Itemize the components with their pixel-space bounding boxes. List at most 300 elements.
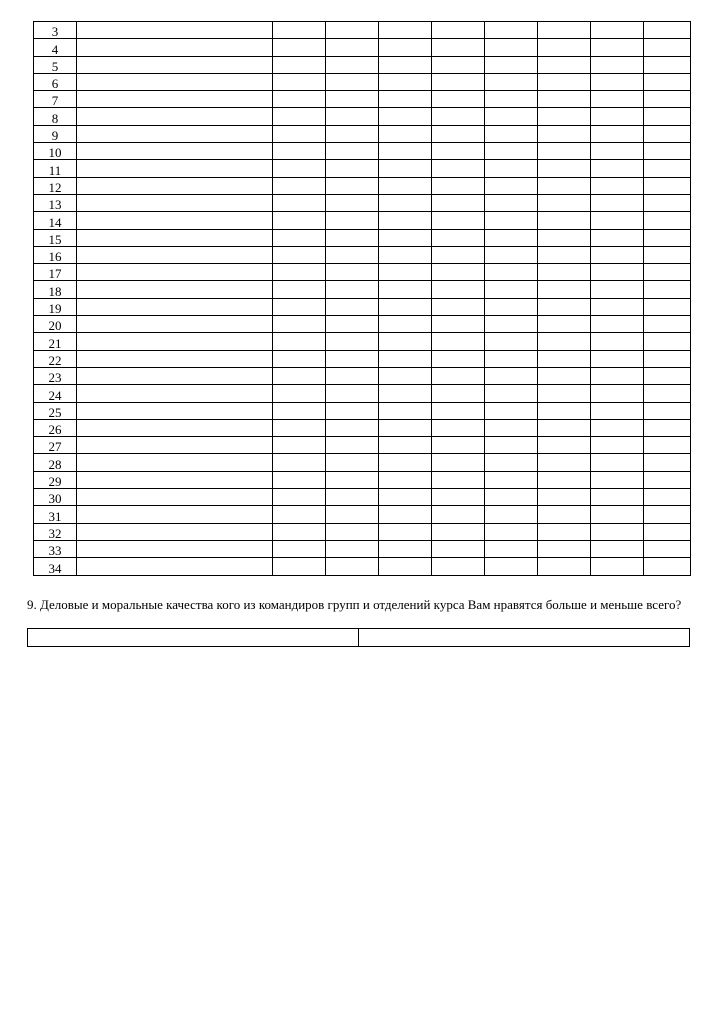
rating-cell[interactable] [326, 212, 379, 229]
rating-cell[interactable] [326, 471, 379, 488]
name-cell[interactable] [77, 229, 273, 246]
rating-cell[interactable] [432, 246, 485, 263]
rating-cell[interactable] [644, 402, 691, 419]
rating-cell[interactable] [432, 177, 485, 194]
rating-cell[interactable] [591, 160, 644, 177]
table-row [34, 506, 691, 523]
rating-cell[interactable] [273, 333, 326, 350]
rating-cell[interactable] [273, 160, 326, 177]
name-cell[interactable] [77, 246, 273, 263]
name-cell[interactable] [77, 333, 273, 350]
rating-cell[interactable] [379, 22, 432, 39]
rating-cell[interactable] [644, 540, 691, 557]
rating-cell[interactable] [644, 108, 691, 125]
rating-cell[interactable] [485, 160, 538, 177]
rating-cell[interactable] [485, 177, 538, 194]
name-cell[interactable] [77, 22, 273, 39]
rating-cell[interactable] [538, 125, 591, 142]
rating-cell[interactable] [273, 246, 326, 263]
rating-cell[interactable] [591, 558, 644, 575]
rating-cell[interactable] [485, 402, 538, 419]
rating-cell[interactable] [538, 471, 591, 488]
rating-cell[interactable] [379, 506, 432, 523]
rating-cell[interactable] [538, 160, 591, 177]
rating-cell[interactable] [273, 437, 326, 454]
rating-cell[interactable] [591, 489, 644, 506]
row-number: 14 [34, 212, 77, 229]
rating-cell[interactable] [538, 91, 591, 108]
rating-cell[interactable] [326, 229, 379, 246]
name-cell[interactable] [77, 558, 273, 575]
rating-cell[interactable] [326, 316, 379, 333]
rating-cell[interactable] [591, 333, 644, 350]
rating-cell[interactable] [326, 143, 379, 160]
rating-cell[interactable] [591, 367, 644, 384]
rating-cell[interactable] [644, 281, 691, 298]
rating-cell[interactable] [538, 264, 591, 281]
rating-cell[interactable] [644, 385, 691, 402]
rating-cell[interactable] [591, 454, 644, 471]
rating-cell[interactable] [538, 56, 591, 73]
rating-cell[interactable] [326, 73, 379, 90]
name-cell[interactable] [77, 385, 273, 402]
name-cell[interactable] [77, 540, 273, 557]
rating-cell[interactable] [485, 212, 538, 229]
rating-cell[interactable] [538, 229, 591, 246]
name-cell[interactable] [77, 177, 273, 194]
rating-cell[interactable] [485, 56, 538, 73]
name-cell[interactable] [77, 281, 273, 298]
rating-cell[interactable] [485, 281, 538, 298]
rating-cell[interactable] [379, 540, 432, 557]
name-cell[interactable] [77, 489, 273, 506]
rating-cell[interactable] [591, 402, 644, 419]
rating-cell[interactable] [485, 194, 538, 211]
rating-cell[interactable] [644, 246, 691, 263]
rating-cell[interactable] [379, 333, 432, 350]
rating-cell[interactable] [432, 489, 485, 506]
rating-cell[interactable] [432, 471, 485, 488]
rating-cell[interactable] [273, 471, 326, 488]
rating-cell[interactable] [326, 194, 379, 211]
name-cell[interactable] [77, 523, 273, 540]
rating-cell[interactable] [326, 56, 379, 73]
name-cell[interactable] [77, 350, 273, 367]
rating-cell[interactable] [591, 194, 644, 211]
rating-cell[interactable] [538, 246, 591, 263]
rating-cell[interactable] [591, 229, 644, 246]
rating-cell[interactable] [273, 194, 326, 211]
rating-cell[interactable] [538, 177, 591, 194]
rating-cell[interactable] [644, 56, 691, 73]
rating-cell[interactable] [485, 108, 538, 125]
rating-cell[interactable] [485, 489, 538, 506]
rating-cell[interactable] [379, 246, 432, 263]
rating-cell[interactable] [538, 39, 591, 56]
rating-cell[interactable] [485, 333, 538, 350]
rating-cell[interactable] [432, 56, 485, 73]
rating-cell[interactable] [485, 350, 538, 367]
rating-cell[interactable] [538, 108, 591, 125]
name-cell[interactable] [77, 506, 273, 523]
rating-cell[interactable] [326, 523, 379, 540]
rating-cell[interactable] [326, 506, 379, 523]
rating-cell[interactable] [591, 471, 644, 488]
rating-cell[interactable] [432, 22, 485, 39]
rating-cell[interactable] [432, 402, 485, 419]
rating-cell[interactable] [379, 350, 432, 367]
rating-cell[interactable] [538, 22, 591, 39]
rating-cell[interactable] [379, 91, 432, 108]
rating-cell[interactable] [432, 143, 485, 160]
rating-cell[interactable] [644, 298, 691, 315]
name-cell[interactable] [77, 91, 273, 108]
rating-cell[interactable] [591, 298, 644, 315]
rating-cell[interactable] [644, 194, 691, 211]
rating-cell[interactable] [432, 264, 485, 281]
rating-cell[interactable] [538, 385, 591, 402]
rating-cell[interactable] [273, 506, 326, 523]
rating-cell[interactable] [432, 281, 485, 298]
rating-cell[interactable] [538, 454, 591, 471]
rating-cell[interactable] [326, 385, 379, 402]
rating-cell[interactable] [432, 298, 485, 315]
rating-cell[interactable] [432, 367, 485, 384]
rating-cell[interactable] [591, 385, 644, 402]
rating-cell[interactable] [644, 489, 691, 506]
rating-cell[interactable] [326, 125, 379, 142]
rating-cell[interactable] [379, 212, 432, 229]
name-cell[interactable] [77, 316, 273, 333]
rating-cell[interactable] [485, 298, 538, 315]
name-cell[interactable] [77, 264, 273, 281]
rating-cell[interactable] [591, 73, 644, 90]
rating-cell[interactable] [644, 264, 691, 281]
rating-cell[interactable] [591, 246, 644, 263]
rating-cell[interactable] [379, 39, 432, 56]
rating-cell[interactable] [273, 540, 326, 557]
rating-cell[interactable] [538, 523, 591, 540]
rating-cell[interactable] [379, 160, 432, 177]
rating-cell[interactable] [432, 506, 485, 523]
rating-cell[interactable] [273, 91, 326, 108]
rating-cell[interactable] [591, 177, 644, 194]
rating-cell[interactable] [591, 56, 644, 73]
rating-cell[interactable] [379, 177, 432, 194]
rating-cell[interactable] [538, 350, 591, 367]
rating-cell[interactable] [432, 73, 485, 90]
rating-cell[interactable] [485, 367, 538, 384]
rating-cell[interactable] [485, 143, 538, 160]
rating-cell[interactable] [538, 367, 591, 384]
rating-cell[interactable] [326, 540, 379, 557]
rating-cell[interactable] [326, 108, 379, 125]
name-cell[interactable] [77, 194, 273, 211]
rating-cell[interactable] [326, 402, 379, 419]
rating-cell[interactable] [644, 558, 691, 575]
rating-cell[interactable] [379, 454, 432, 471]
rating-cell[interactable] [485, 454, 538, 471]
rating-cell[interactable] [432, 108, 485, 125]
rating-cell[interactable] [485, 229, 538, 246]
answer-cell-liked[interactable] [28, 629, 359, 647]
rating-cell[interactable] [273, 39, 326, 56]
rating-cell[interactable] [326, 39, 379, 56]
name-cell[interactable] [77, 73, 273, 90]
name-cell[interactable] [77, 471, 273, 488]
rating-cell[interactable] [379, 229, 432, 246]
rating-cell[interactable] [485, 540, 538, 557]
rating-cell[interactable] [379, 489, 432, 506]
rating-cell[interactable] [326, 91, 379, 108]
rating-cell[interactable] [644, 437, 691, 454]
rating-cell[interactable] [432, 316, 485, 333]
name-cell[interactable] [77, 212, 273, 229]
rating-cell[interactable] [326, 419, 379, 436]
rating-cell[interactable] [432, 125, 485, 142]
rating-cell[interactable] [273, 316, 326, 333]
rating-cell[interactable] [538, 333, 591, 350]
rating-cell[interactable] [538, 419, 591, 436]
rating-cell[interactable] [591, 143, 644, 160]
name-cell[interactable] [77, 108, 273, 125]
rating-cell[interactable] [538, 558, 591, 575]
rating-cell[interactable] [538, 316, 591, 333]
rating-cell[interactable] [379, 437, 432, 454]
rating-cell[interactable] [644, 471, 691, 488]
rating-cell[interactable] [379, 125, 432, 142]
rating-cell[interactable] [273, 298, 326, 315]
rating-cell[interactable] [485, 125, 538, 142]
rating-cell[interactable] [273, 143, 326, 160]
rating-cell[interactable] [273, 212, 326, 229]
rating-cell[interactable] [644, 316, 691, 333]
rating-cell[interactable] [379, 419, 432, 436]
rating-cell[interactable] [273, 177, 326, 194]
rating-cell[interactable] [432, 91, 485, 108]
rating-cell[interactable] [326, 160, 379, 177]
rating-cell[interactable] [273, 73, 326, 90]
rating-cell[interactable] [432, 229, 485, 246]
rating-cell[interactable] [379, 385, 432, 402]
rating-cell[interactable] [326, 246, 379, 263]
rating-cell[interactable] [379, 281, 432, 298]
rating-cell[interactable] [538, 437, 591, 454]
rating-cell[interactable] [591, 39, 644, 56]
rating-cell[interactable] [538, 540, 591, 557]
row-number: 31 [34, 506, 77, 523]
rating-cell[interactable] [326, 489, 379, 506]
rating-cell[interactable] [485, 264, 538, 281]
rating-cell[interactable] [326, 367, 379, 384]
rating-cell[interactable] [485, 506, 538, 523]
rating-cell[interactable] [485, 73, 538, 90]
rating-cell[interactable] [485, 558, 538, 575]
rating-cell[interactable] [591, 419, 644, 436]
rating-cell[interactable] [273, 367, 326, 384]
rating-cell[interactable] [432, 558, 485, 575]
rating-cell[interactable] [432, 454, 485, 471]
rating-cell[interactable] [432, 385, 485, 402]
rating-cell[interactable] [379, 402, 432, 419]
rating-cell[interactable] [485, 91, 538, 108]
rating-cell[interactable] [432, 333, 485, 350]
name-cell[interactable] [77, 419, 273, 436]
rating-cell[interactable] [379, 367, 432, 384]
rating-cell[interactable] [591, 281, 644, 298]
rating-cell[interactable] [379, 194, 432, 211]
rating-cell[interactable] [644, 419, 691, 436]
rating-cell[interactable] [326, 437, 379, 454]
rating-cell[interactable] [485, 246, 538, 263]
rating-cell[interactable] [379, 298, 432, 315]
name-cell[interactable] [77, 39, 273, 56]
rating-cell[interactable] [432, 437, 485, 454]
rating-cell[interactable] [644, 523, 691, 540]
rating-cell[interactable] [379, 558, 432, 575]
rating-cell[interactable] [432, 212, 485, 229]
rating-cell[interactable] [326, 558, 379, 575]
rating-cell[interactable] [379, 264, 432, 281]
table-row [34, 367, 691, 384]
rating-cell[interactable] [379, 316, 432, 333]
name-cell[interactable] [77, 437, 273, 454]
rating-cell[interactable] [591, 264, 644, 281]
rating-cell[interactable] [379, 73, 432, 90]
name-cell[interactable] [77, 367, 273, 384]
rating-cell[interactable] [273, 402, 326, 419]
rating-cell[interactable] [538, 143, 591, 160]
rating-cell[interactable] [644, 160, 691, 177]
rating-cell[interactable] [644, 506, 691, 523]
rating-cell[interactable] [591, 91, 644, 108]
rating-cell[interactable] [379, 108, 432, 125]
rating-cell[interactable] [538, 281, 591, 298]
rating-cell[interactable] [273, 489, 326, 506]
name-cell[interactable] [77, 454, 273, 471]
rating-cell[interactable] [644, 73, 691, 90]
rating-cell[interactable] [644, 91, 691, 108]
rating-cell[interactable] [273, 229, 326, 246]
rating-cell[interactable] [644, 212, 691, 229]
rating-cell[interactable] [644, 367, 691, 384]
survey-table [33, 21, 691, 576]
rating-cell[interactable] [538, 402, 591, 419]
rating-cell[interactable] [273, 419, 326, 436]
rating-cell[interactable] [432, 39, 485, 56]
rating-cell[interactable] [591, 108, 644, 125]
rating-cell[interactable] [432, 540, 485, 557]
rating-cell[interactable] [538, 298, 591, 315]
rating-cell[interactable] [591, 437, 644, 454]
answer-cell-disliked[interactable] [359, 629, 690, 647]
name-cell[interactable] [77, 160, 273, 177]
rating-cell[interactable] [432, 160, 485, 177]
rating-cell[interactable] [273, 22, 326, 39]
rating-cell[interactable] [485, 22, 538, 39]
rating-cell[interactable] [591, 212, 644, 229]
rating-cell[interactable] [273, 56, 326, 73]
rating-cell[interactable] [644, 454, 691, 471]
rating-cell[interactable] [326, 333, 379, 350]
rating-cell[interactable] [326, 177, 379, 194]
rating-cell[interactable] [485, 437, 538, 454]
rating-cell[interactable] [644, 39, 691, 56]
rating-cell[interactable] [591, 523, 644, 540]
rating-cell[interactable] [273, 264, 326, 281]
rating-cell[interactable] [644, 22, 691, 39]
rating-cell[interactable] [591, 350, 644, 367]
rating-cell[interactable] [538, 73, 591, 90]
name-cell[interactable] [77, 298, 273, 315]
table-row [34, 73, 691, 90]
rating-cell[interactable] [273, 350, 326, 367]
rating-cell[interactable] [379, 56, 432, 73]
rating-cell[interactable] [432, 523, 485, 540]
rating-cell[interactable] [326, 264, 379, 281]
rating-cell[interactable] [273, 558, 326, 575]
rating-cell[interactable] [326, 454, 379, 471]
rating-cell[interactable] [485, 39, 538, 56]
rating-cell[interactable] [644, 333, 691, 350]
rating-cell[interactable] [273, 385, 326, 402]
rating-cell[interactable] [485, 419, 538, 436]
rating-cell[interactable] [538, 489, 591, 506]
name-cell[interactable] [77, 125, 273, 142]
rating-cell[interactable] [379, 471, 432, 488]
rating-cell[interactable] [326, 22, 379, 39]
rating-cell[interactable] [591, 540, 644, 557]
table-row [34, 419, 691, 436]
rating-cell[interactable] [432, 350, 485, 367]
rating-cell[interactable] [273, 523, 326, 540]
rating-cell[interactable] [379, 143, 432, 160]
rating-cell[interactable] [379, 523, 432, 540]
rating-cell[interactable] [485, 523, 538, 540]
rating-cell[interactable] [644, 229, 691, 246]
rating-cell[interactable] [273, 108, 326, 125]
rating-cell[interactable] [485, 471, 538, 488]
table-row [34, 212, 691, 229]
rating-cell[interactable] [644, 125, 691, 142]
rating-cell[interactable] [326, 281, 379, 298]
rating-cell[interactable] [432, 419, 485, 436]
row-number: 25 [34, 402, 77, 419]
rating-cell[interactable] [432, 194, 485, 211]
row-number: 22 [34, 350, 77, 367]
rating-cell[interactable] [644, 143, 691, 160]
rating-cell[interactable] [538, 194, 591, 211]
rating-cell[interactable] [485, 385, 538, 402]
name-cell[interactable] [77, 402, 273, 419]
rating-cell[interactable] [273, 281, 326, 298]
name-cell[interactable] [77, 56, 273, 73]
rating-cell[interactable] [485, 316, 538, 333]
rating-cell[interactable] [326, 350, 379, 367]
rating-cell[interactable] [591, 316, 644, 333]
name-cell[interactable] [77, 143, 273, 160]
rating-cell[interactable] [538, 212, 591, 229]
rating-cell[interactable] [591, 506, 644, 523]
rating-cell[interactable] [644, 177, 691, 194]
rating-cell[interactable] [273, 125, 326, 142]
rating-cell[interactable] [273, 454, 326, 471]
rating-cell[interactable] [326, 298, 379, 315]
rating-cell[interactable] [644, 350, 691, 367]
rating-cell[interactable] [591, 22, 644, 39]
rating-cell[interactable] [538, 506, 591, 523]
rating-cell[interactable] [591, 125, 644, 142]
